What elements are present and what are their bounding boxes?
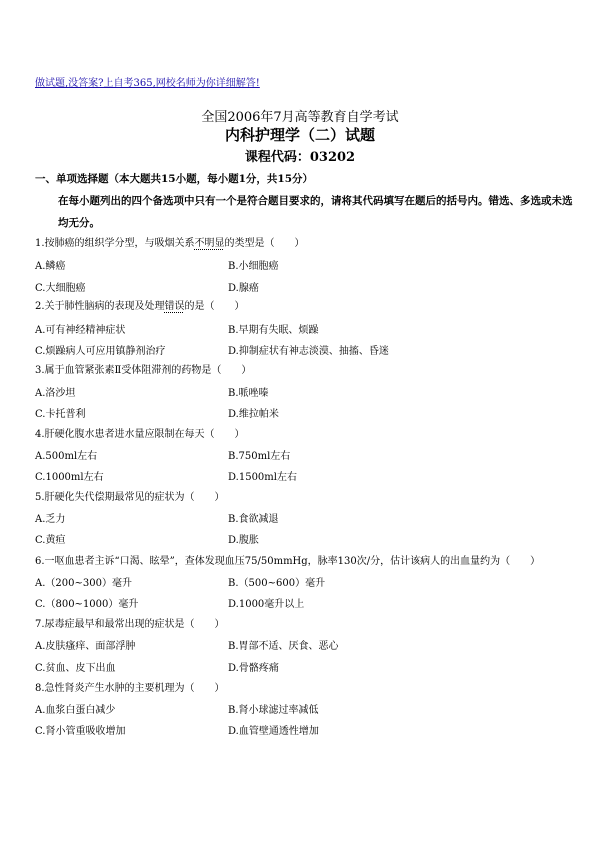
q6-option-b: B.（500~600）毫升 xyxy=(228,578,326,589)
q3-option-c: C.卡托普利 xyxy=(35,409,86,420)
question-8: 8.急性肾炎产生水肿的主要机理为（ ） xyxy=(35,683,225,694)
q4-option-a: A.500ml左右 xyxy=(35,451,98,462)
q8-option-a: A.血浆白蛋白减少 xyxy=(35,705,116,716)
q1-option-a: A.鳞癌 xyxy=(35,261,66,272)
q8-option-b: B.肾小球滤过率减低 xyxy=(228,705,319,716)
q3-option-b: B.哌唑嗪 xyxy=(228,388,269,399)
question-2: 2.关于肺性脑病的表现及处理错误的是（ ） xyxy=(35,301,245,312)
q5-option-c: C.黄疸 xyxy=(35,535,66,546)
q5-option-d: D.腹胀 xyxy=(228,535,259,546)
q3-option-a: A.洛沙坦 xyxy=(35,388,76,399)
q2-option-d: D.抑制症状有神志淡漠、抽搐、昏迷 xyxy=(228,346,389,357)
q5-option-b: B.食欲减退 xyxy=(228,514,279,525)
q4-option-c: C.1000ml左右 xyxy=(35,472,104,483)
q6-option-c: C.（800~1000）毫升 xyxy=(35,599,139,610)
question-1: 1.按肺癌的组织学分型，与吸烟关系不明显的类型是（ ） xyxy=(35,238,305,249)
q2-option-b: B.早期有失眠、烦躁 xyxy=(228,325,319,336)
q1-option-c: C.大细胞癌 xyxy=(35,283,86,294)
question-1-emphasis: 不明显 xyxy=(194,238,225,249)
course-code: 课程代码：03202 xyxy=(244,150,356,165)
exam-title: 全国2006年7月高等教育自学考试 xyxy=(201,110,399,125)
q7-option-d: D.骨骼疼痛 xyxy=(228,663,279,674)
course-title: 内科护理学（二）试题 xyxy=(224,126,375,144)
q4-option-d: D.1500ml左右 xyxy=(228,472,297,483)
q2-option-c: C.烦躁病人可应用镇静剂治疗 xyxy=(35,346,166,357)
q8-option-d: D.血管壁通透性增加 xyxy=(228,726,319,737)
section-heading: 一、单项选择题（本大题共15小题，每小题1分，共15分） xyxy=(35,173,314,185)
q1-option-d: D.腺癌 xyxy=(228,283,259,294)
question-4: 4.肝硬化腹水患者进水量应限制在每天（ ） xyxy=(35,429,245,440)
promo-link[interactable]: 做试题,没答案?上自考365,网校名师为你详细解答! xyxy=(35,78,260,89)
q7-option-a: A.皮肤瘙痒、面部浮肿 xyxy=(35,641,136,652)
q4-option-b: B.750ml左右 xyxy=(228,451,291,462)
q6-option-a: A.（200~300）毫升 xyxy=(35,578,132,589)
question-2-emphasis: 错误 xyxy=(164,301,185,312)
q2-option-a: A.可有神经精神症状 xyxy=(35,325,126,336)
q6-option-d: D.1000毫升以上 xyxy=(228,599,305,610)
q7-option-b: B.胃部不适、厌食、恶心 xyxy=(228,641,339,652)
q7-option-c: C.贫血、皮下出血 xyxy=(35,663,116,674)
q5-option-a: A.乏力 xyxy=(35,514,66,525)
question-3: 3.属于血管紧张素Ⅱ受体阻滞剂的药物是（ ） xyxy=(35,365,252,376)
q8-option-c: C.肾小管重吸收增加 xyxy=(35,726,126,737)
question-5: 5.肝硬化失代偿期最常见的症状为（ ） xyxy=(35,492,225,503)
question-7: 7.尿毒症最早和最常出现的症状是（ ） xyxy=(35,619,225,630)
question-6: 6.一呕血患者主诉“口渴、眩晕”，查体发现血压75/50mmHg，脉率130次/分，估计该病人的出血量约为（ ） xyxy=(35,556,541,567)
q1-option-b: B.小细胞癌 xyxy=(228,261,279,272)
section-instructions: 在每小题列出的四个备选项中只有一个是符合题目要求的，请将其代码填写在题后的括号内。错选、多选或未选均无分。 xyxy=(58,195,573,229)
q3-option-d: D.维拉帕米 xyxy=(228,409,279,420)
